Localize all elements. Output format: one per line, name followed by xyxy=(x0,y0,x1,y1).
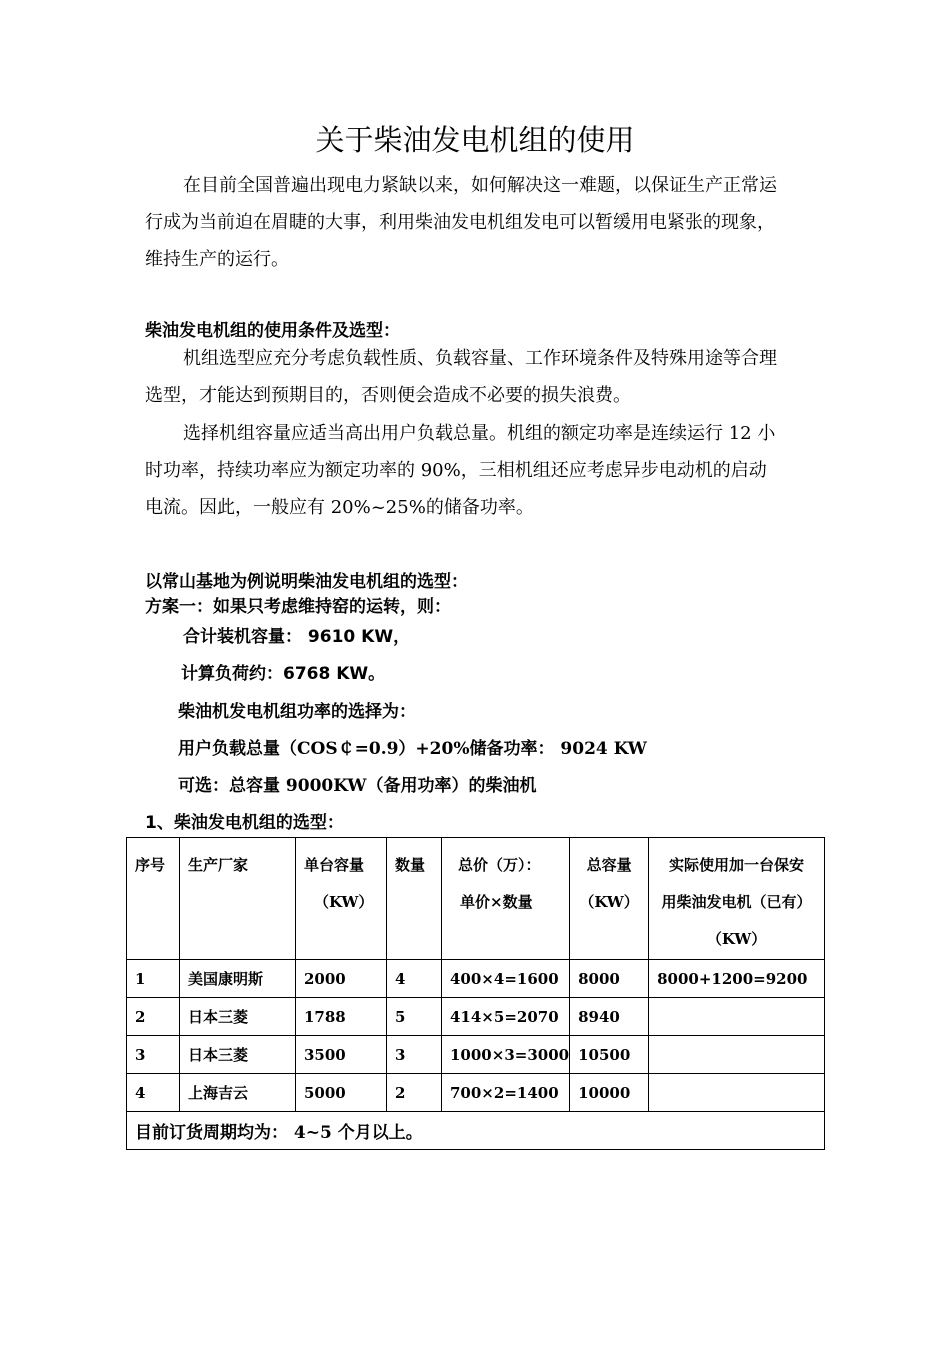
header-maker: 生产厂家 xyxy=(180,838,296,960)
header-price: 总价（万）： 单价×数量 xyxy=(442,838,570,960)
cell-quantity: 5 xyxy=(387,998,442,1036)
para2-line-3: 电流。因此，一般应有 20%~25%的储备功率。 xyxy=(145,497,534,518)
cell-maker: 上海吉云 xyxy=(180,1074,296,1112)
table-header-row xyxy=(127,838,825,960)
calculated-load: 计算负荷约：6768 KW。 xyxy=(181,664,386,684)
table-row xyxy=(127,998,825,1036)
cell-no: 4 xyxy=(127,1074,180,1112)
cell-actual-use xyxy=(649,1074,825,1112)
table-footer-row xyxy=(127,1112,825,1150)
cell-total-capacity: 8940 xyxy=(570,998,649,1036)
cell-actual-use: 8000+1200=9200 xyxy=(649,960,825,998)
cell-price: 700×2=1400 xyxy=(442,1074,570,1112)
cell-unit-capacity: 3500 xyxy=(296,1036,387,1074)
cell-actual-use xyxy=(649,1036,825,1074)
table-row xyxy=(127,1036,825,1074)
page-title: 关于柴油发电机组的使用 xyxy=(315,123,635,157)
cell-price: 414×5=2070 xyxy=(442,998,570,1036)
option-line: 可选：总容量 9000KW（备用功率）的柴油机 xyxy=(178,776,537,796)
plan-one: 方案一：如果只考虑维持窑的运转，则： xyxy=(145,597,451,617)
power-selection-title: 柴油机发电机组功率的选择为： xyxy=(178,702,416,722)
section-heading-example: 以常山基地为例说明柴油发电机组的选型： xyxy=(145,572,468,592)
cell-unit-capacity: 1788 xyxy=(296,998,387,1036)
cell-quantity: 3 xyxy=(387,1036,442,1074)
table-row xyxy=(127,960,825,998)
cell-unit-capacity: 5000 xyxy=(296,1074,387,1112)
intro-line-2: 行成为当前迫在眉睫的大事，利用柴油发电机组发电可以暂缓用电紧张的现象， xyxy=(145,212,775,233)
cell-no: 2 xyxy=(127,998,180,1036)
header-unit-capacity: 单台容量 （KW） xyxy=(296,838,387,960)
cell-unit-capacity: 2000 xyxy=(296,960,387,998)
cell-quantity: 2 xyxy=(387,1074,442,1112)
generator-table xyxy=(126,837,825,1150)
cell-total-capacity: 8000 xyxy=(570,960,649,998)
cell-maker: 日本三菱 xyxy=(180,1036,296,1074)
cell-maker: 日本三菱 xyxy=(180,998,296,1036)
intro-line-1: 在目前全国普遍出现电力紧缺以来，如何解决这一难题，以保证生产正常运 xyxy=(183,175,777,196)
para1-line-2: 选型，才能达到预期目的，否则便会造成不必要的损失浪费。 xyxy=(145,385,631,406)
cell-quantity: 4 xyxy=(387,960,442,998)
cell-no: 3 xyxy=(127,1036,180,1074)
cell-total-capacity: 10000 xyxy=(570,1074,649,1112)
intro-line-3: 维持生产的运行。 xyxy=(145,249,289,270)
cell-price: 1000×3=3000 xyxy=(442,1036,570,1074)
order-cycle-note: 目前订货周期均为： 4~5 个月以上。 xyxy=(127,1112,825,1150)
para2-line-1: 选择机组容量应适当高出用户负载总量。机组的额定功率是连续运行 12 小 xyxy=(183,423,776,444)
header-quantity: 数量 xyxy=(387,838,442,960)
cell-price: 400×4=1600 xyxy=(442,960,570,998)
cell-maker: 美国康明斯 xyxy=(180,960,296,998)
para1-line-1: 机组选型应充分考虑负载性质、负载容量、工作环境条件及特殊用途等合理 xyxy=(183,348,777,369)
total-capacity: 合计装机容量： 9610 KW， xyxy=(183,627,411,647)
header-total-capacity: 总容量 （KW） xyxy=(570,838,649,960)
para2-line-2: 时功率，持续功率应为额定功率的 90%，三相机组还应考虑异步电动机的启动 xyxy=(145,460,767,481)
cell-total-capacity: 10500 xyxy=(570,1036,649,1074)
section-heading-conditions: 柴油发电机组的使用条件及选型： xyxy=(145,321,400,341)
cell-actual-use xyxy=(649,998,825,1036)
header-no: 序号 xyxy=(127,838,180,960)
cell-no: 1 xyxy=(127,960,180,998)
table-row xyxy=(127,1074,825,1112)
power-formula: 用户负载总量（COS￠=0.9）+20%储备功率： 9024 KW xyxy=(178,739,647,759)
header-actual-use: 实际使用加一台保安 用柴油发电机（已有） （KW） xyxy=(649,838,825,960)
list-title: 1、柴油发电机组的选型： xyxy=(145,813,344,833)
